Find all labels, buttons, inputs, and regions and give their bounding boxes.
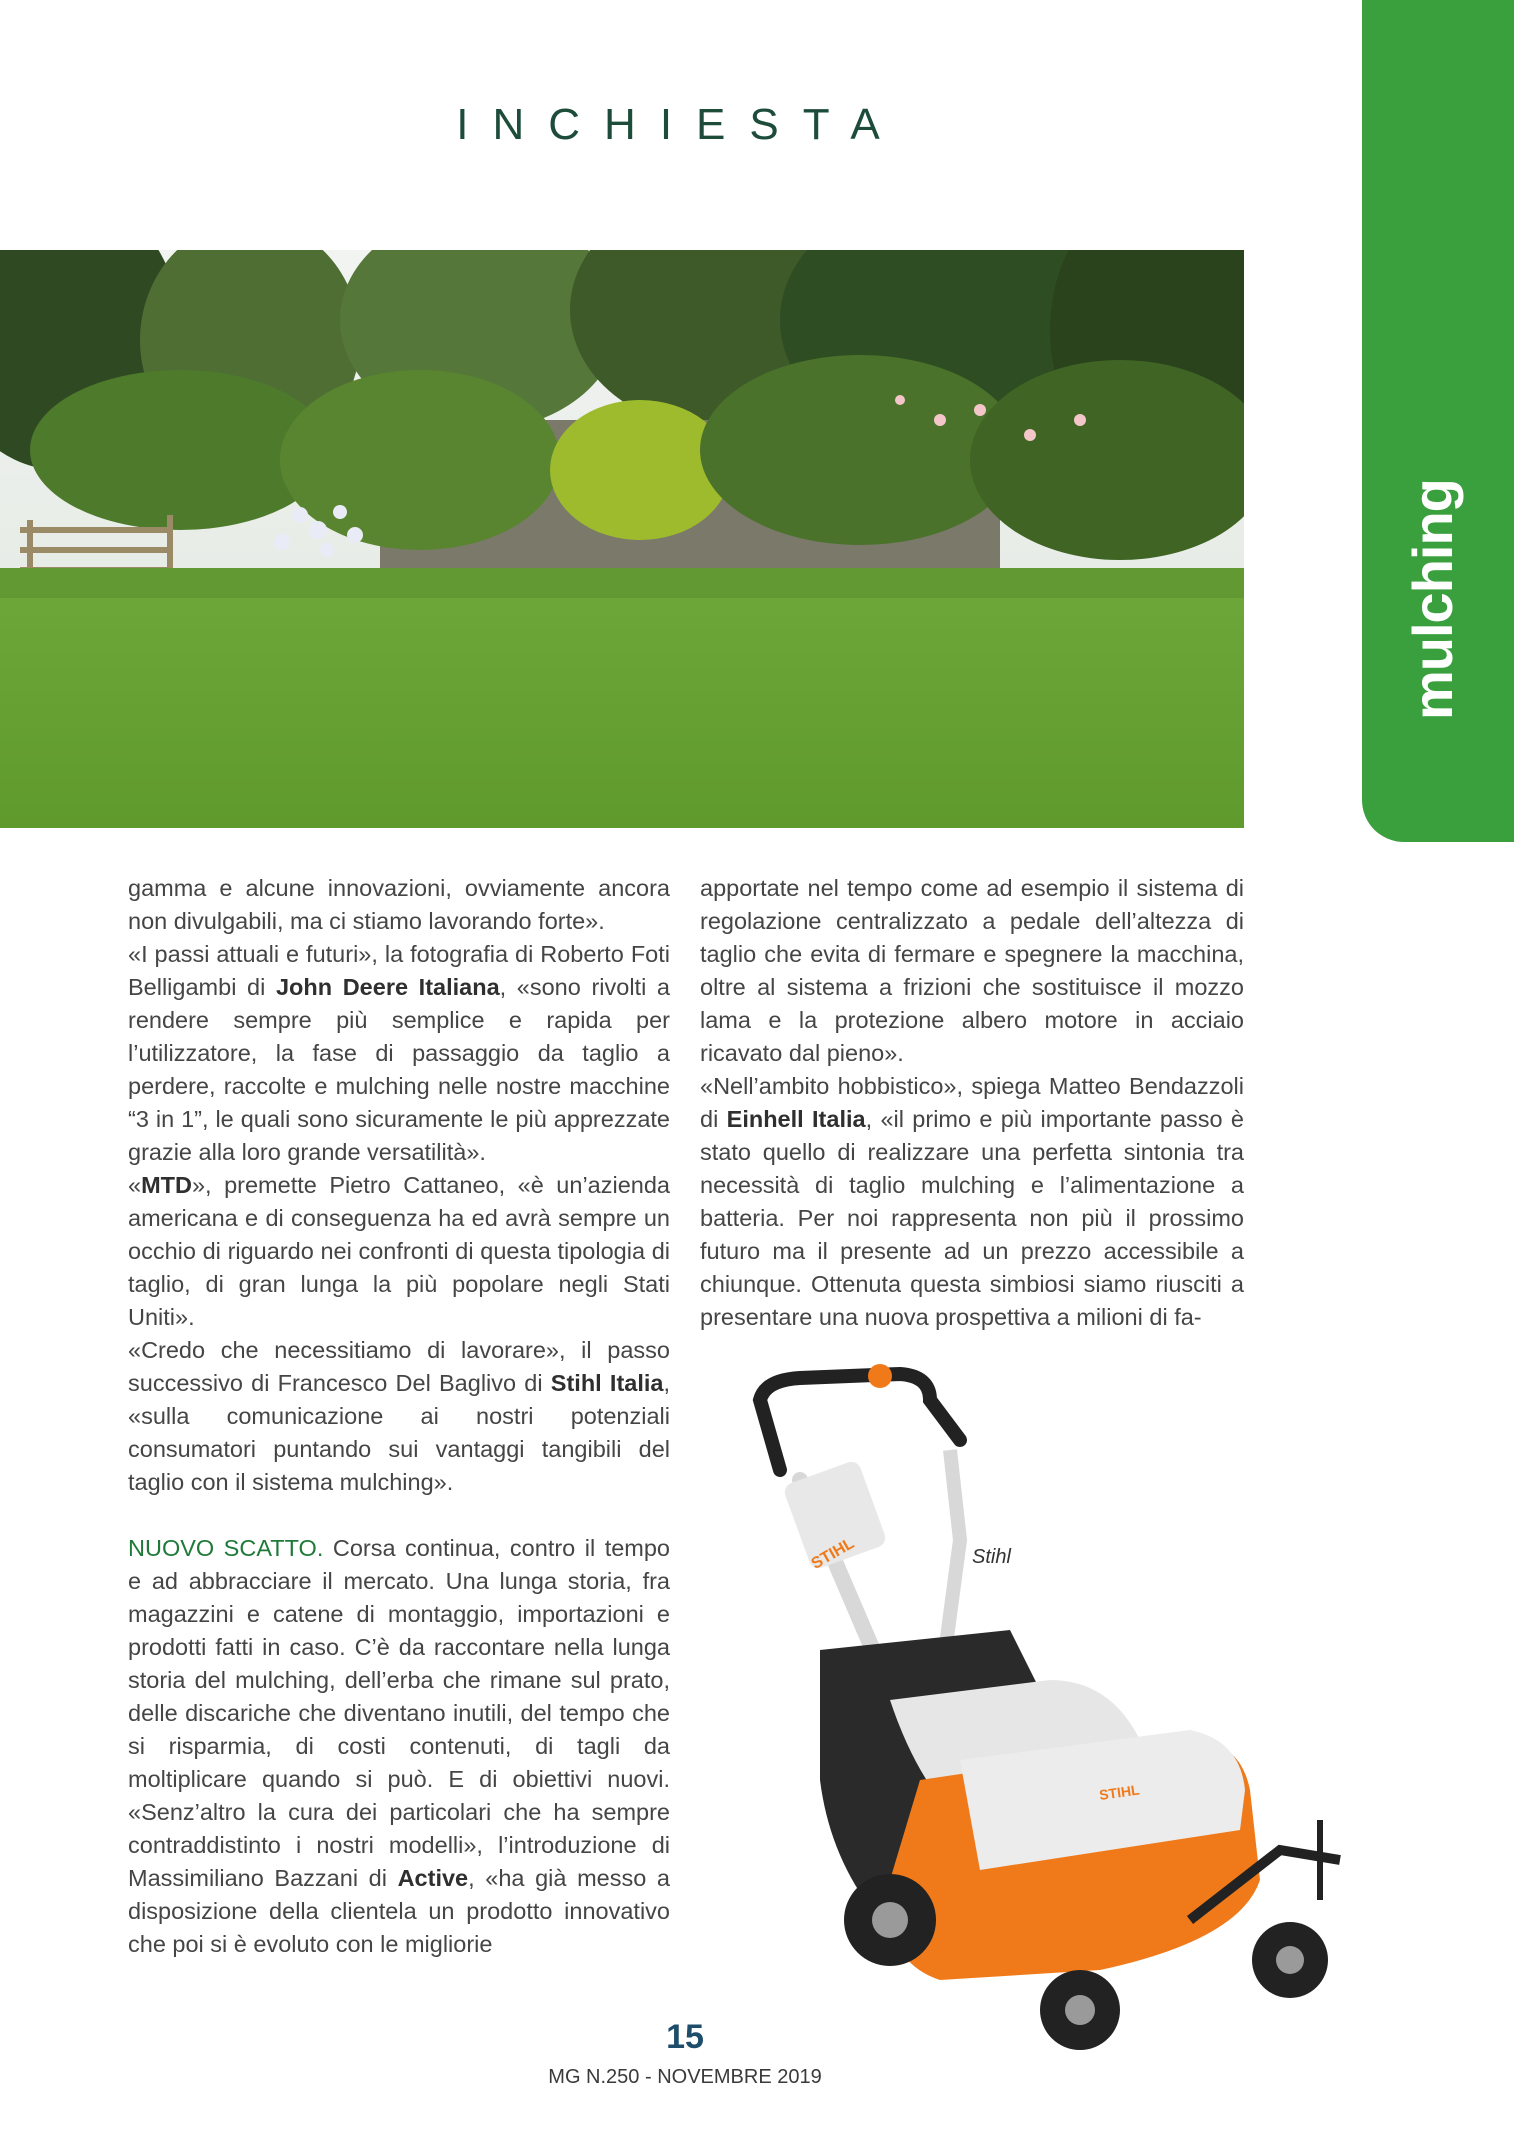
paragraph: NUOVO SCATTO. Corsa continua, contro il tempo e ad abbracciare il mercato. Una lunga storia, fra magazzini e catene di montaggio, importazioni e prodotti fatti in caso. C’è da raccontare nella lunga storia del mulching, dell’erba che rimane sul prato, delle discariche che diventano inutili, del tempo che si risparmia, di costi contenuti, di tagli da moltiplicare quando si può. E di obiettivi nuovi. «Senz’altro la cura dei particolari che ha sempre contraddistinto i nostri modelli», l’introduzione di Massimiliano Bazzani di Active, «ha già messo a disposizione della clientela un prodotto innovativo che poi si è evoluto con le migliorie — [128, 1535, 671, 1957]
side-tab-label: mulching — [1401, 479, 1464, 720]
brand-mark: STIHL — [1098, 1781, 1141, 1803]
article-left-column — [128, 872, 670, 1961]
paragraph: gamma e alcune innovazioni, ovviamente ancora non divulgabili, ma ci stiamo lavorando forte». — [128, 875, 670, 934]
paragraph: apportate nel tempo come ad esempio il sistema di regolazione centralizzato a pedale dell’altezza di taglio che evita di fermare e spegnere la macchina, oltre al sistema a frizioni che sostituisce il mozzo lama e la protezione albero motore in acciaio ricavato dal pieno». — [700, 875, 1244, 1066]
issue-info: MG N.250 - NOVEMBRE 2019 — [548, 2066, 822, 2088]
section-title: INCHIESTA — [456, 100, 904, 149]
garden-lawn-photo — [0, 250, 1244, 828]
subheading: NUOVO SCATTO. — [128, 1535, 324, 1561]
brand-name: Active — [397, 1865, 469, 1891]
photo-caption: Stihl — [972, 1546, 1011, 1568]
article-right-column — [700, 872, 1244, 1334]
brand-name: MTD — [141, 1172, 192, 1198]
brand-mark: STIHL — [808, 1534, 858, 1573]
brand-name: Einhell Italia — [726, 1106, 866, 1132]
paragraph: «MTD», premette Pietro Cattaneo, «è un’azienda americana e di conseguenza ha ed avrà sempre un occhio di riguardo nei confronti di questa tipologia di taglio, di gran lunga la più popolare negli Stati Uniti». — [128, 1172, 670, 1330]
paragraph: «Credo che necessitiamo di lavorare», il passo successivo di Francesco Del Baglivo di Stihl Italia, «sulla comunicazione ai nostri potenziali consumatori puntando sui vantaggi tangibili del taglio con il sistema mulching». — [128, 1337, 670, 1495]
brand-name: John Deere Italiana — [275, 974, 500, 1000]
paragraph: «Nell’ambito hobbistico», spiega Matteo Bendazzoli di Einhell Italia, «il primo e più importante passo è stato quello di realizzare una perfetta sintonia tra necessità di taglio mulching e l’alimentazione a batteria. Per noi rappresenta non più il prossimo futuro ma il presente ad un prezzo accessibile a chiunque. Ottenuta questa simbiosi siamo riusciti a presentare una nuova prospettiva a milioni di fa- — [700, 1073, 1244, 1330]
paragraph: «I passi attuali e futuri», la fotografia di Roberto Foti Belligambi di John Deere Italiana, «sono rivolti a rendere sempre più semplice e rapida per l’utilizzatore, la fase di passaggio da taglio a perdere, raccolte e mulching nelle nostre macchine “3 in 1”, le quali sono sicuramente le più apprezzate grazie alla loro grande versatilità». — [128, 941, 670, 1165]
brand-name: Stihl Italia — [550, 1370, 664, 1396]
stihl-mower-photo — [720, 1360, 1360, 2080]
page-number: 15 — [666, 2018, 704, 2056]
